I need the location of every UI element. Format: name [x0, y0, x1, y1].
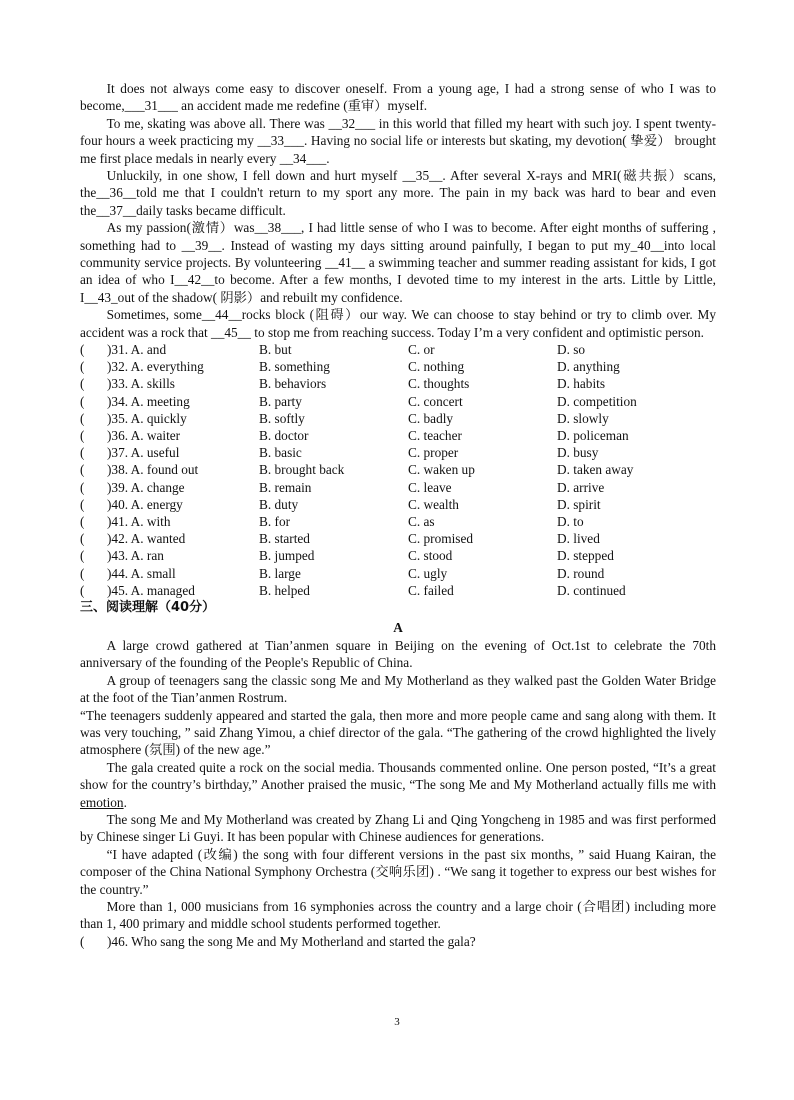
document-page — [80, 80, 716, 950]
option-d: D. spirit — [557, 496, 601, 512]
cloze-paragraph-3: Unluckily, in one show, I fell down and hurt myself __35__. After several X-rays and MRI(磁共振）scans, the__36__told me that I couldn't return to my sport any more. The pain in my back was hard to bear and even the__37__daily tasks became difficult. — [80, 168, 716, 218]
underlined-word: emotion — [80, 794, 124, 810]
option-d: D. round — [557, 565, 605, 581]
option-b: B. party — [259, 393, 302, 409]
option-a: )32. A. everything — [107, 359, 204, 375]
answer-paren[interactable]: ( — [80, 565, 85, 581]
option-a: )34. A. meeting — [107, 393, 190, 409]
option-d: D. so — [557, 342, 586, 358]
option-b: B. started — [259, 531, 310, 547]
cloze-paragraph-1: It does not always come easy to discover oneself. From a young age, I had a strong sense of who I was to become,___31___ an accident made me redefine (重审）myself. — [80, 81, 716, 114]
reading-paragraph-4-end: . — [123, 794, 127, 810]
option-c: C. teacher — [408, 428, 462, 444]
answer-paren[interactable]: ( — [80, 342, 85, 358]
option-b: B. basic — [259, 445, 302, 461]
option-c: C. stood — [408, 548, 453, 564]
answer-paren[interactable]: ( — [80, 462, 85, 478]
option-b: B. doctor — [259, 428, 309, 444]
answer-paren[interactable]: ( — [80, 445, 85, 461]
option-a: )42. A. wanted — [107, 531, 186, 547]
option-a: )40. A. energy — [107, 496, 183, 512]
option-c: C. badly — [408, 410, 454, 426]
question-row — [80, 358, 716, 375]
option-d: D. stepped — [557, 548, 614, 564]
option-d: D. taken away — [557, 462, 634, 478]
option-c: C. failed — [408, 582, 454, 598]
option-c: C. as — [408, 513, 435, 529]
cloze-paragraph-4: As my passion(激情）was__38___, I had little sense of who I was to become. After eight months of suffering , something had to __39__. Instead of wasting my days sitting around painfully, I began to put my_40__into local community service projects. By volunteering __41__ a swimming teacher and summer reading assistant for kids, I got an idea of who I__42__to become. After a few months, I devoted time to my interest in the arts. Little by Little, I__43_out of the shadow( 阴影）and rebuilt my confidence. — [80, 220, 716, 305]
option-c: C. waken up — [408, 462, 475, 478]
question-row — [80, 547, 716, 564]
answer-paren[interactable]: ( — [80, 496, 85, 512]
option-c: C. nothing — [408, 359, 465, 375]
question-row — [80, 530, 716, 547]
cloze-options — [80, 341, 716, 599]
option-c: C. or — [408, 342, 435, 358]
answer-paren[interactable]: ( — [80, 933, 85, 949]
option-d: D. lived — [557, 531, 600, 547]
answer-paren[interactable]: ( — [80, 376, 85, 392]
answer-paren[interactable]: ( — [80, 393, 85, 409]
reading-paragraph-7: More than 1, 000 musicians from 16 symphonies across the country and a large choir (合唱团) including more than 1, 400 primary and middle school students performed together. — [80, 899, 716, 932]
option-a: )41. A. with — [107, 513, 171, 529]
question-46: )46. Who sang the song Me and My Motherland and started the gala? — [107, 933, 476, 949]
section-heading: 三、阅读理解（40分） — [80, 599, 216, 615]
question-row — [80, 496, 716, 513]
option-c: C. thoughts — [408, 376, 470, 392]
answer-paren[interactable]: ( — [80, 359, 85, 375]
cloze-passage — [80, 80, 716, 341]
option-b: B. duty — [259, 496, 299, 512]
option-a: )44. A. small — [107, 565, 176, 581]
page-number: 3 — [394, 1016, 400, 1028]
option-a: )37. A. useful — [107, 445, 180, 461]
reading-passage — [80, 637, 716, 950]
option-d: D. continued — [557, 582, 626, 598]
option-a: )36. A. waiter — [107, 428, 181, 444]
cloze-paragraph-2: To me, skating was above all. There was __32___ in this world that filled my heart with such joy. I spent twenty-four hours a week practicing my __33___. Having no social life or interests but skating, my devotion( 挚爱） brought me first place medals in nearly every __34___. — [80, 115, 716, 166]
reading-paragraph-4-text: The gala created quite a rock on the social media. Thousands commented online. One person posted, “It’s a great show for the country’s birthday,” Another praised the music, “The song Me and My Motherland actually fills me with — [80, 759, 716, 793]
question-row — [80, 582, 716, 599]
question-46-row — [80, 933, 716, 950]
option-a: )35. A. quickly — [107, 410, 187, 426]
reading-paragraph-6: “I have adapted (改编) the song with four different versions in the past six months, ” said Huang Kairan, the composer of the China National Symphony Orchestra (交响乐团) . “We sang it together to express our best wishes for the country.” — [80, 846, 716, 897]
question-row — [80, 513, 716, 530]
option-b: B. softly — [259, 410, 305, 426]
question-row — [80, 444, 716, 461]
reading-paragraph-4 — [80, 759, 716, 811]
option-a: )45. A. managed — [107, 582, 195, 598]
option-d: D. to — [557, 513, 584, 529]
question-row — [80, 341, 716, 358]
option-b: B. something — [259, 359, 330, 375]
answer-paren[interactable]: ( — [80, 428, 85, 444]
answer-paren[interactable]: ( — [80, 479, 85, 495]
option-b: B. jumped — [259, 548, 315, 564]
option-d: D. policeman — [557, 428, 629, 444]
answer-paren[interactable]: ( — [80, 582, 85, 598]
answer-paren[interactable]: ( — [80, 410, 85, 426]
option-c: C. leave — [408, 479, 452, 495]
question-row — [80, 565, 716, 582]
option-c: C. wealth — [408, 496, 459, 512]
option-b: B. brought back — [259, 462, 345, 478]
option-a: )33. A. skills — [107, 376, 175, 392]
option-a: )39. A. change — [107, 479, 185, 495]
option-d: D. slowly — [557, 410, 609, 426]
option-c: C. promised — [408, 531, 474, 547]
answer-paren[interactable]: ( — [80, 548, 85, 564]
option-d: D. anything — [557, 359, 620, 375]
question-row — [80, 461, 716, 478]
option-c: C. proper — [408, 445, 459, 461]
option-a: )31. A. and — [107, 342, 167, 358]
option-b: B. large — [259, 565, 301, 581]
option-d: D. competition — [557, 393, 637, 409]
question-row — [80, 479, 716, 496]
option-b: B. remain — [259, 479, 312, 495]
reading-paragraph-1: A large crowd gathered at Tian’anmen square in Beijing on the evening of Oct.1st to celebrate the 70th anniversary of the founding of the People's Republic of China. — [80, 637, 716, 671]
option-a: )43. A. ran — [107, 548, 164, 564]
option-c: C. concert — [408, 393, 463, 409]
option-d: D. arrive — [557, 479, 605, 495]
option-b: B. helped — [259, 582, 310, 598]
option-a: )38. A. found out — [107, 462, 199, 478]
answer-paren[interactable]: ( — [80, 513, 85, 529]
question-row — [80, 410, 716, 427]
option-b: B. but — [259, 342, 292, 358]
reading-paragraph-5: The song Me and My Motherland was created by Zhang Li and Qing Yongcheng in 1985 and was first performed by Chinese singer Li Guyi. It has been popular with Chinese audiences for generations. — [80, 811, 716, 845]
passage-label: A — [393, 619, 403, 635]
answer-paren[interactable]: ( — [80, 531, 85, 547]
reading-paragraph-3: “The teenagers suddenly appeared and started the gala, then more and more people came and sang along with them. It was very touching, ” said Zhang Yimou, a chief director of the gala. “The gathering of the crowd highlighted the lively atmosphere (氛围) of the new age.” — [80, 707, 716, 758]
option-d: D. habits — [557, 376, 606, 392]
option-b: B. for — [259, 513, 291, 529]
reading-paragraph-2: A group of teenagers sang the classic song Me and My Motherland as they walked past the Golden Water Bridge at the foot of the Tian’anmen Rostrum. — [80, 672, 716, 706]
question-row — [80, 427, 716, 444]
option-b: B. behaviors — [259, 376, 327, 392]
option-d: D. busy — [557, 445, 599, 461]
question-row — [80, 393, 716, 410]
option-c: C. ugly — [408, 565, 448, 581]
question-row — [80, 375, 716, 392]
cloze-paragraph-5: Sometimes, some__44__rocks block (阻碍）our way. We can choose to stay behind or try to climb over. My accident was a rock that __45__ to stop me from reaching success. Today I’m a very confident and optimistic person. — [80, 307, 716, 340]
